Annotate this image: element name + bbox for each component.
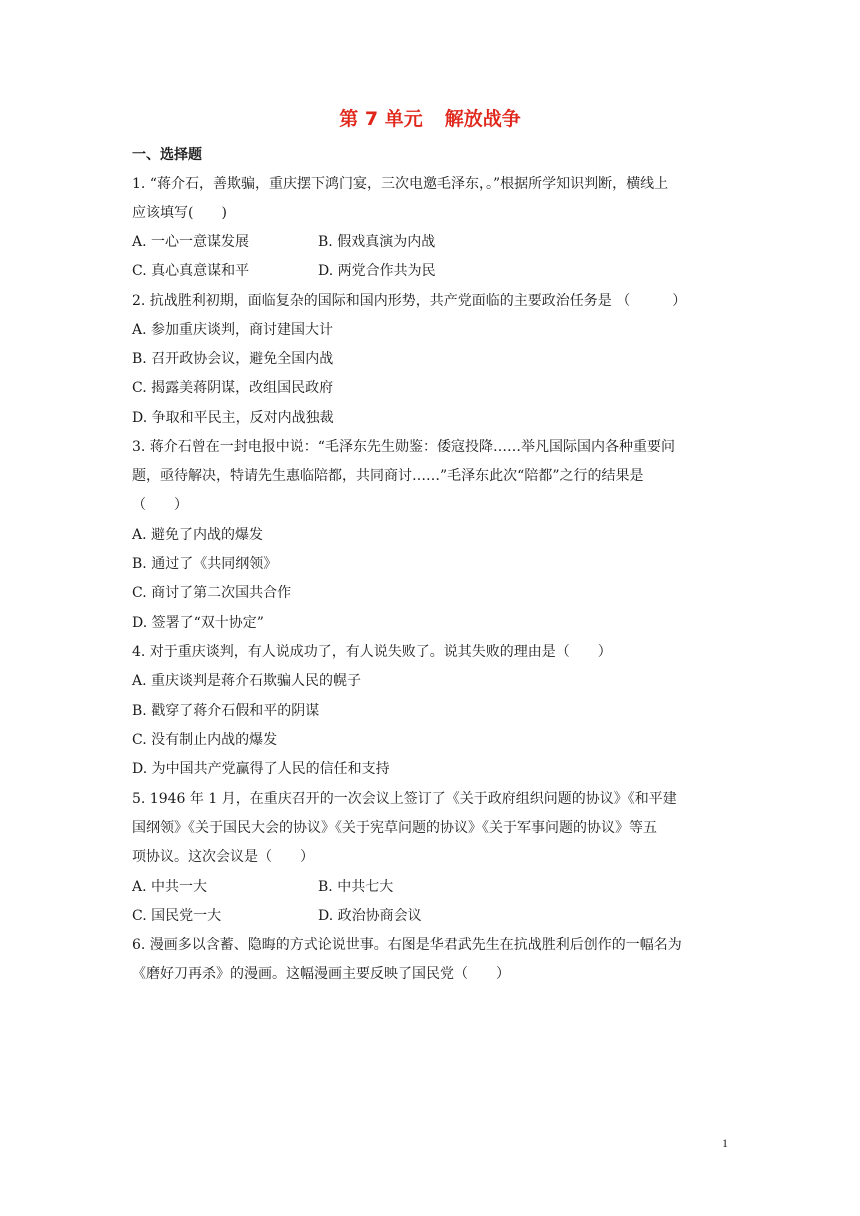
question-1-stem-line-1: 1. “蒋介石，善欺骗，重庆摆下鸿门宴，三次电邀毛泽东，。”根据所学知识判断，横线上 — [132, 176, 669, 192]
question-2-option-d: D. 争取和平民主，反对内战独裁 — [132, 410, 334, 426]
question-5-option-b: B. 中共七大 — [318, 879, 394, 895]
question-1-option-c: C. 真心真意谋和平 — [132, 263, 250, 279]
question-1-option-d: D. 两党合作共为民 — [318, 263, 436, 279]
question-4-option-d: D. 为中国共产党赢得了人民的信任和支持 — [132, 761, 390, 777]
question-5-stem-line-1: 5. 1946 年 1 月，在重庆召开的一次会议上签订了《关于政府组织问题的协议》《和平建 — [132, 791, 677, 807]
question-4-option-a: A. 重庆谈判是蒋介石欺骗人民的幌子 — [132, 673, 362, 689]
question-4-stem: 4. 对于重庆谈判，有人说成功了，有人说失败了。说其失败的理由是（ ） — [132, 644, 612, 660]
question-3-option-d: D. 签署了“双十协定” — [132, 615, 264, 631]
question-4-option-b: B. 戳穿了蒋介石假和平的阴谋 — [132, 703, 320, 719]
question-3-option-b: B. 通过了《共同纲领》 — [132, 556, 278, 572]
question-6-stem-line-1: 6. 漫画多以含蓄、隐晦的方式论说世事。右图是华君武先生在抗战胜利后创作的一幅名为 — [132, 937, 682, 953]
question-3-stem-line-3: （ ） — [132, 497, 188, 513]
question-5-stem-line-3: 项协议。这次会议是（ ） — [132, 849, 314, 865]
question-6-stem-line-2: 《磨好刀再杀》的漫画。这幅漫画主要反映了国民党（ ） — [132, 966, 510, 982]
question-3-stem-line-2: 题，亟待解决，特请先生惠临陪都，共同商讨……”毛泽东此次“陪都”之行的结果是 — [132, 468, 644, 484]
page-title — [0, 104, 860, 131]
question-5-options-row-1 — [132, 877, 394, 897]
question-1-option-b: B. 假戏真演为内战 — [318, 234, 436, 250]
question-2-option-c: C. 揭露美蒋阴谋，改组国民政府 — [132, 380, 334, 396]
question-1-options-row-1 — [132, 232, 436, 252]
question-3-stem-line-1: 3. 蒋介石曾在一封电报中说：“毛泽东先生勋鉴：倭寇投降……举凡国际国内各种重要问 — [132, 439, 675, 455]
question-2-option-b: B. 召开政协会议，避免全国内战 — [132, 351, 334, 367]
unit-name: 解放战争 — [444, 108, 521, 130]
page-number: 1 — [722, 1136, 728, 1150]
question-1-stem-line-2: 应该填写( ) — [132, 205, 227, 221]
question-5-option-a: A. 中共一大 — [132, 879, 208, 895]
question-4-option-c: C. 没有制止内战的爆发 — [132, 732, 278, 748]
question-3-option-a: A. 避免了内战的爆发 — [132, 527, 264, 543]
question-5-stem-line-2: 国纲领》《关于国民大会的协议》《关于宪草问题的协议》《关于军事问题的协议》等五 — [132, 820, 657, 836]
question-1-option-a: A. 一心一意谋发展 — [132, 234, 250, 250]
question-5-option-d: D. 政治协商会议 — [318, 908, 422, 924]
question-5-option-c: C. 国民党一大 — [132, 908, 222, 924]
section-heading: 一、选择题 — [132, 147, 202, 163]
question-3-option-c: C. 商讨了第二次国共合作 — [132, 585, 292, 601]
question-2-stem: 2. 抗战胜利初期，面临复杂的国际和国内形势，共产党面临的主要政治任务是 （ ） — [132, 293, 687, 309]
question-1-options-row-2 — [132, 261, 436, 281]
unit-number: 第 7 单元 — [339, 108, 423, 130]
question-2-option-a: A. 参加重庆谈判，商讨建国大计 — [132, 322, 334, 338]
question-5-options-row-2 — [132, 906, 422, 926]
